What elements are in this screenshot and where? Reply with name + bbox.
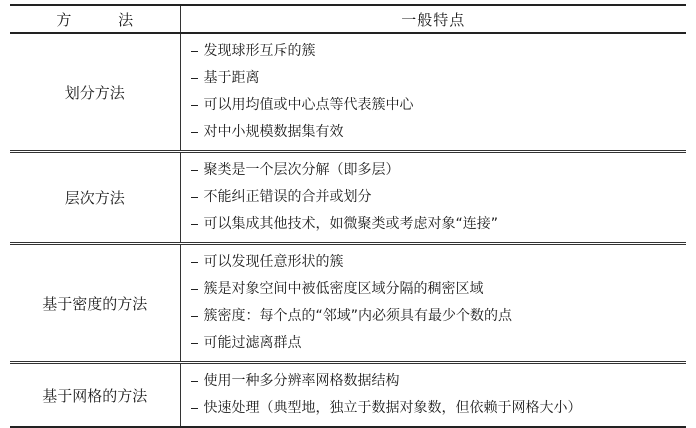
feature-text: 可以用均值或中心点等代表簇中心 bbox=[203, 97, 414, 113]
feature-text: 聚类是一个层次分解（即多层） bbox=[203, 162, 400, 178]
features-cell bbox=[180, 244, 686, 363]
feature-text: 对中小规模数据集有效 bbox=[203, 124, 344, 140]
table-header bbox=[10, 5, 686, 33]
feature-text: 不能纠正错误的合并或划分 bbox=[203, 189, 372, 205]
feature-text: 使用一种多分辨率网格数据结构 bbox=[203, 373, 400, 389]
features-cell bbox=[180, 33, 686, 152]
method-name: 层次方法 bbox=[10, 152, 180, 244]
dash-bullet-icon bbox=[191, 262, 198, 264]
feature-list bbox=[191, 249, 687, 357]
features-cell bbox=[180, 363, 686, 428]
clustering-methods-table bbox=[10, 4, 686, 428]
list-item bbox=[191, 65, 687, 92]
table-row-grid bbox=[10, 363, 686, 428]
dash-bullet-icon bbox=[191, 105, 198, 107]
dash-bullet-icon bbox=[191, 132, 198, 134]
list-item bbox=[191, 395, 687, 422]
table-row-hierarchical bbox=[10, 152, 686, 244]
feature-text: 可以集成其他技术，如微聚类或考虑对象“连接” bbox=[203, 216, 499, 232]
header-method-label: 方 法 bbox=[56, 10, 155, 29]
dash-bullet-icon bbox=[191, 197, 198, 199]
dash-bullet-icon bbox=[191, 316, 198, 318]
list-item bbox=[191, 249, 687, 276]
header-method bbox=[10, 5, 180, 33]
list-item bbox=[191, 119, 687, 146]
list-item bbox=[191, 330, 687, 357]
dash-bullet-icon bbox=[191, 343, 198, 345]
feature-text: 基于距离 bbox=[203, 70, 260, 86]
table-body bbox=[10, 33, 686, 427]
feature-text: 发现球形互斥的簇 bbox=[203, 43, 316, 59]
feature-text: 簇密度：每个点的“邻域”内必须具有最少个数的点 bbox=[203, 308, 513, 324]
feature-text: 可能过滤离群点 bbox=[203, 335, 302, 351]
dash-bullet-icon bbox=[191, 224, 198, 226]
feature-list bbox=[191, 38, 687, 146]
table-row-density bbox=[10, 244, 686, 363]
list-item bbox=[191, 157, 687, 184]
header-features: 一般特点 bbox=[180, 5, 686, 33]
dash-bullet-icon bbox=[191, 408, 198, 410]
header-row bbox=[10, 5, 686, 33]
list-item bbox=[191, 184, 687, 211]
feature-text: 簇是对象空间中被低密度区域分隔的稠密区域 bbox=[203, 281, 484, 297]
dash-bullet-icon bbox=[191, 381, 198, 383]
dash-bullet-icon bbox=[191, 78, 198, 80]
list-item bbox=[191, 38, 687, 65]
feature-list bbox=[191, 157, 687, 238]
features-cell bbox=[180, 152, 686, 244]
method-name: 基于密度的方法 bbox=[10, 244, 180, 363]
table-row-partitioning bbox=[10, 33, 686, 152]
dash-bullet-icon bbox=[191, 51, 198, 53]
method-name: 基于网格的方法 bbox=[10, 363, 180, 428]
method-name: 划分方法 bbox=[10, 33, 180, 152]
list-item bbox=[191, 92, 687, 119]
dash-bullet-icon bbox=[191, 289, 198, 291]
list-item bbox=[191, 276, 687, 303]
list-item bbox=[191, 211, 687, 238]
dash-bullet-icon bbox=[191, 170, 198, 172]
list-item bbox=[191, 368, 687, 395]
feature-text: 快速处理（典型地，独立于数据对象数，但依赖于网格大小） bbox=[203, 400, 582, 416]
feature-text: 可以发现任意形状的簇 bbox=[203, 254, 344, 270]
list-item bbox=[191, 303, 687, 330]
